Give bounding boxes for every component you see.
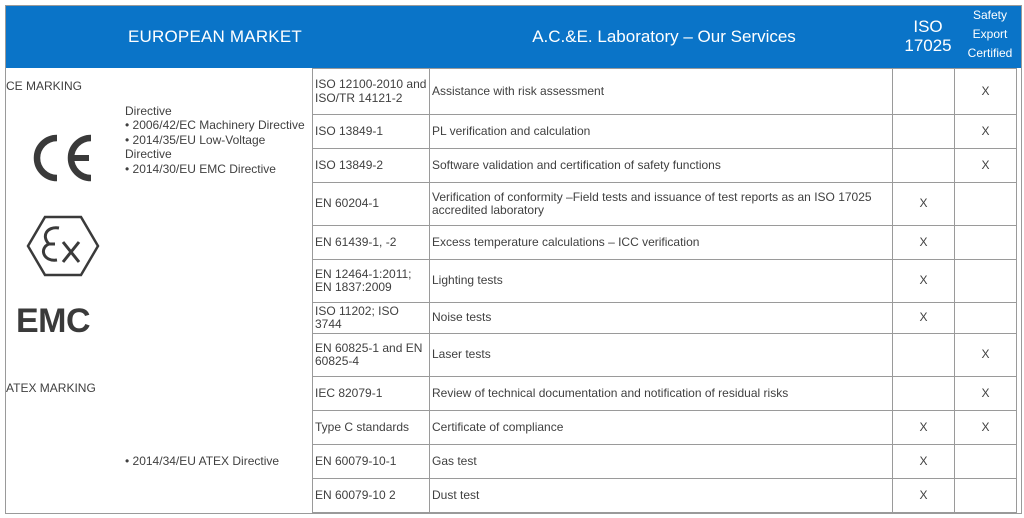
safety-mark-cell: X [955, 334, 1017, 377]
service-cell: Software validation and certification of safety functions [430, 149, 893, 183]
service-cell: Lighting tests [430, 260, 893, 303]
emc-logo: EMC [16, 302, 91, 340]
service-cell: Laser tests [430, 334, 893, 377]
standard-cell: EN 12464-1:2011; EN 1837:2009 [313, 260, 430, 303]
safety-heading-line1: Safety [972, 8, 1008, 22]
laboratory-services-heading: A.C.&E. Laboratory – Our Services [532, 27, 796, 46]
iso-mark-cell: X [893, 226, 955, 260]
safety-mark-cell: X [955, 377, 1017, 411]
service-cell: PL verification and calculation [430, 115, 893, 149]
service-cell: Assistance with risk assessment [430, 69, 893, 115]
standard-cell: Type C standards [313, 411, 430, 445]
ce-marking-label: CE MARKING [6, 79, 83, 93]
standard-cell: EN 61439-1, -2 [313, 226, 430, 260]
atex-directive-item: • 2014/34/EU ATEX Directive [125, 454, 280, 468]
safety-mark-cell: X [955, 115, 1017, 149]
standard-cell: EN 60825-1 and EN 60825-4 [313, 334, 430, 377]
safety-heading-line3: Certified [967, 46, 1013, 60]
service-cell: Review of technical documentation and notification of residual risks [430, 377, 893, 411]
iso-mark-cell: X [893, 411, 955, 445]
iso-mark-cell: X [893, 445, 955, 479]
standard-cell: ISO 12100-2010 and ISO/TR 14121-2 [313, 69, 430, 115]
iso-heading-line1: ISO [913, 17, 943, 36]
standard-cell: IEC 82079-1 [313, 377, 430, 411]
standard-cell: EN 60079-10-1 [313, 445, 430, 479]
european-market-heading: EUROPEAN MARKET [128, 27, 302, 46]
directive-item-low-voltage: • 2014/35/EU Low-Voltage Directive [125, 132, 266, 161]
iso-mark-cell: X [893, 303, 955, 334]
standard-cell: ISO 13849-1 [313, 115, 430, 149]
standard-cell: EN 60079-10 2 [313, 479, 430, 513]
safety-mark-cell: X [955, 411, 1017, 445]
directive-title: Directive [125, 104, 172, 118]
safety-heading-line2: Export [972, 27, 1008, 41]
standard-cell: ISO 11202; ISO 3744 [313, 303, 430, 334]
service-cell: Dust test [430, 479, 893, 513]
iso-mark-cell: X [893, 260, 955, 303]
standard-cell: EN 60204-1 [313, 183, 430, 226]
atex-marking-label: ATEX MARKING [6, 381, 96, 395]
service-cell: Excess temperature calculations – ICC verification [430, 226, 893, 260]
iso-mark-cell: X [893, 479, 955, 513]
safety-mark-cell: X [955, 69, 1017, 115]
page-frame [5, 5, 1022, 514]
iso-heading-line2: 17025 [904, 36, 952, 55]
service-cell: Noise tests [430, 303, 893, 334]
service-cell: Verification of conformity –Field tests and issuance of test reports as an ISO 17025 accredited laboratory [430, 183, 893, 226]
service-cell: Gas test [430, 445, 893, 479]
directive-item-emc: • 2014/30/EU EMC Directive [125, 161, 276, 176]
service-cell: Certificate of compliance [430, 411, 893, 445]
safety-mark-cell: X [955, 149, 1017, 183]
directive-item-machinery: • 2006/42/EC Machinery Directive [125, 118, 305, 132]
iso-mark-cell: X [893, 183, 955, 226]
standard-cell: ISO 13849-2 [313, 149, 430, 183]
